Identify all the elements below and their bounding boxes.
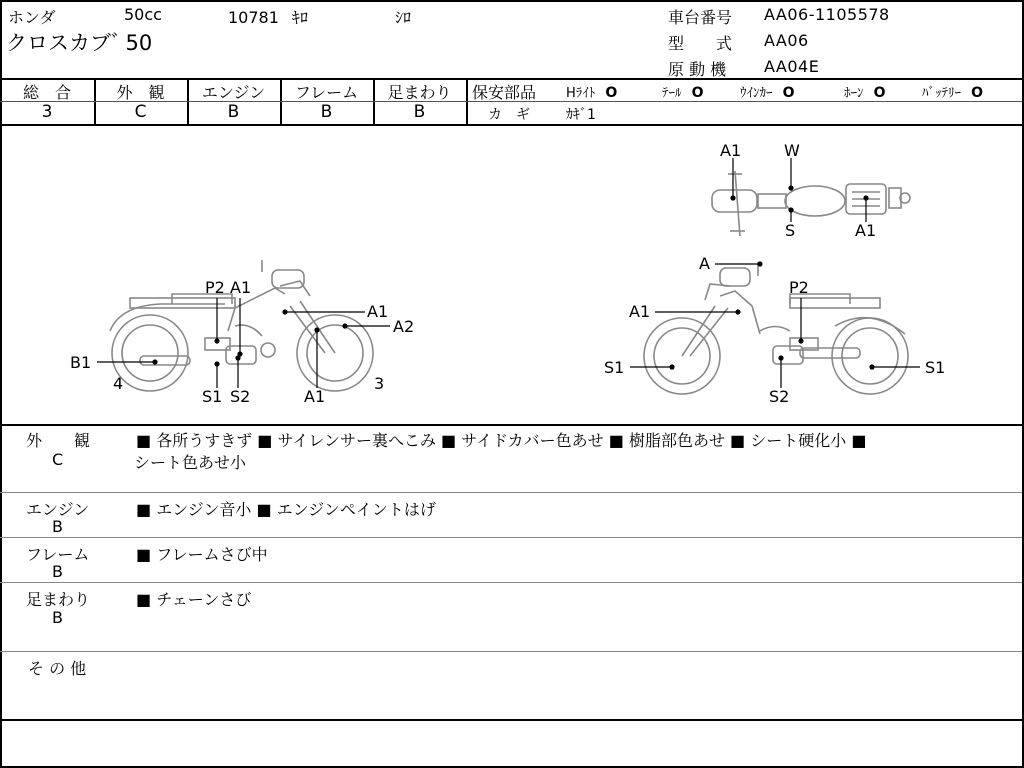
grade-total-value: 3 (41, 102, 53, 122)
grade-suspension-value: B (413, 102, 426, 122)
motorcycle-top-view-icon (712, 171, 910, 236)
label-left-a2: A2 (393, 317, 415, 336)
model-name (6, 27, 152, 57)
grade-exterior-label: 外 観 (116, 83, 165, 102)
safety-item-name: ﾊﾞｯﾃﾘｰ (922, 86, 961, 101)
safety-item-status: O (691, 85, 704, 101)
remark-section-suspension: 足まわり (26, 590, 91, 609)
type-value: AA06 (764, 31, 809, 50)
key-label: カ ギ (488, 107, 530, 123)
label-top-w: W (784, 141, 800, 160)
grade-frame-label: フレーム (294, 83, 359, 102)
grade-engine-label: エンジン (201, 83, 266, 102)
engine-label: 原 動 機 (668, 60, 727, 79)
safety-item-battery (922, 82, 983, 101)
remark-section-engine: エンジン (26, 500, 90, 519)
safety-item-status: O (971, 85, 984, 101)
label-left-a1-front: A1 (367, 302, 389, 321)
grade-total-label: 総 合 (22, 83, 71, 102)
safety-item-name: ｳｲﾝｶｰ (740, 86, 773, 101)
grade-engine-value: B (227, 102, 240, 122)
chassis-label: 車台番号 (668, 8, 733, 27)
remark-grade-engine: B (52, 517, 63, 536)
safety-item-status: O (605, 85, 618, 101)
grade-suspension-label: 足まわり (387, 83, 452, 102)
motorcycle-right-view-icon (644, 262, 908, 394)
label-left-a1-lower: A1 (304, 387, 326, 406)
engine-value: AA04E (764, 57, 820, 76)
label-right-p2: P2 (789, 278, 809, 297)
safety-item-tail (662, 82, 704, 101)
remark-section-other: そ の 他 (28, 659, 87, 678)
color: ｼﾛ (395, 8, 412, 27)
mileage-unit: ｷﾛ (292, 8, 309, 27)
remark-text-engine: ■ エンジン音小 ■ エンジンペイントはげ (136, 500, 436, 519)
label-right-a: A (699, 254, 710, 273)
label-left-p2: P2 (205, 278, 225, 297)
divider (0, 424, 1022, 426)
divider (0, 537, 1022, 538)
type-label: 型 式 (668, 34, 733, 53)
label-top-a1: A1 (720, 141, 742, 160)
model-name-text: クロスカブ (6, 31, 122, 55)
mileage-value: 10781 (228, 8, 279, 27)
remark-text-frame: ■ フレームさび中 (136, 545, 268, 564)
safety-item-name: ﾃｰﾙ (662, 86, 682, 101)
safety-item-name: Hﾗｲﾄ (566, 86, 596, 101)
safety-item-name: ﾎｰﾝ (844, 86, 864, 101)
remark-section-frame: フレーム (26, 545, 90, 564)
label-left-s1: S1 (202, 387, 223, 406)
remark-section-exterior: 外 観 (26, 431, 91, 450)
label-right-a1: A1 (629, 302, 651, 321)
divider (0, 719, 1022, 721)
grade-frame-value: B (320, 102, 333, 122)
remark-grade-frame: B (52, 562, 63, 581)
safety-label: 保安部品 (472, 83, 537, 102)
model-number: 50 (125, 31, 153, 55)
remark-text-exterior-line2: シート色あせ小 (134, 453, 247, 472)
label-left-4: 4 (113, 374, 124, 393)
remark-text-suspension: ■ チェーンさび (136, 590, 252, 609)
label-top-a1-rear: A1 (855, 221, 877, 240)
maker: ホンダ (8, 8, 56, 27)
divider (0, 582, 1022, 583)
safety-item-horn (844, 82, 886, 101)
label-top-s: S (785, 221, 796, 240)
label-right-s1-front: S1 (604, 358, 625, 377)
label-right-s2: S2 (769, 387, 790, 406)
label-left-s2: S2 (230, 387, 251, 406)
label-left-b1: B1 (70, 353, 92, 372)
key-value: ｶｷﾞ1 (566, 107, 596, 123)
chassis-value: AA06-1105578 (764, 5, 890, 24)
mileage (228, 5, 308, 28)
safety-item-headlight (566, 82, 617, 101)
grade-exterior-value: C (134, 102, 147, 122)
remark-grade-exterior: C (52, 450, 64, 469)
safety-item-status: O (873, 85, 886, 101)
remark-text-exterior-line1: ■ 各所うすきず ■ サイレンサー裏へこみ ■ サイドカバー色あせ ■ 樹脂部色あせ ■ シート硬化小 ■ (136, 431, 867, 450)
divider (0, 651, 1022, 652)
label-left-a1: A1 (230, 278, 252, 297)
label-left-3: 3 (374, 374, 385, 393)
safety-item-winker (740, 82, 795, 101)
label-right-s1-rear: S1 (925, 358, 946, 377)
displacement: 50cc (124, 5, 162, 24)
divider (0, 492, 1022, 493)
remark-grade-suspension: B (52, 608, 63, 627)
damage-diagram (0, 126, 1022, 424)
safety-item-status: O (782, 85, 795, 101)
